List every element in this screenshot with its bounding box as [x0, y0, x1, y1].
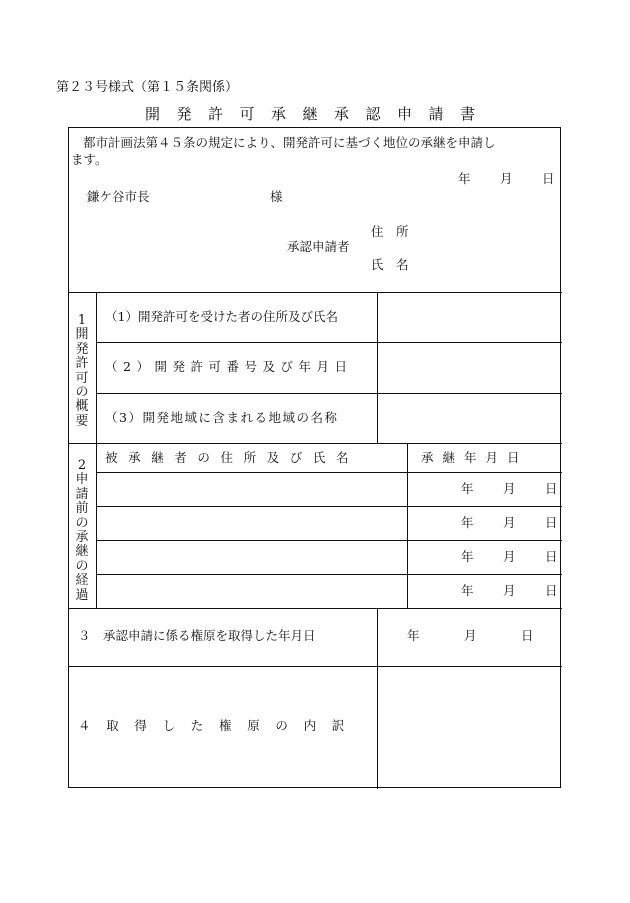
- s2-row1-day: 日: [545, 481, 558, 496]
- section1-label: 1開発許可の概要: [75, 313, 89, 429]
- s2-row3-year: 年: [461, 549, 474, 564]
- s1-row2-value[interactable]: [378, 343, 561, 393]
- section3-label: ３ 承認申請に係る権原を取得した年月日: [78, 628, 316, 643]
- form-title: 開発許可承継承認申請書: [145, 105, 492, 123]
- divider-section2: [69, 608, 562, 609]
- name-label: 氏 名: [371, 257, 409, 272]
- s4-value[interactable]: [378, 667, 561, 788]
- s2-row2-year: 年: [461, 515, 474, 530]
- date-year-label: 年: [458, 171, 471, 186]
- s2-row4-year: 年: [461, 583, 474, 598]
- statement-line-2: ます。: [71, 152, 108, 167]
- s2-row3-month: 月: [503, 549, 516, 564]
- s2-header-left: 被承継者の住所及び氏名: [105, 450, 360, 465]
- s2-row1-year: 年: [461, 481, 474, 496]
- s2-row3-day: 日: [545, 549, 558, 564]
- s2-header-right: 承継年月日: [421, 450, 529, 465]
- s3-year: 年: [407, 628, 420, 643]
- divider-s2-r2: [96, 540, 562, 541]
- s1-row3-value[interactable]: [378, 394, 561, 443]
- s2-row2-day: 日: [545, 515, 558, 530]
- s2-row1-month: 月: [503, 481, 516, 496]
- honorific: 様: [270, 189, 283, 204]
- section4-label: ４取得した権原の内訳: [78, 718, 361, 733]
- divider-s2-r1: [96, 506, 562, 507]
- divider-s2-r3: [96, 574, 562, 575]
- s3-month: 月: [464, 628, 477, 643]
- applicant-label: 承認申請者: [287, 239, 350, 254]
- divider-s2-date: [407, 443, 408, 608]
- s2-row4-month: 月: [503, 583, 516, 598]
- section2-label: 2申請前の承継の経過: [75, 458, 89, 603]
- date-day-label: 日: [542, 171, 555, 186]
- form-table: [68, 127, 561, 788]
- date-month-label: 月: [500, 171, 513, 186]
- s1-row2-label: （2）開発許可番号及び年月日: [105, 359, 353, 374]
- address-label: 住 所: [371, 224, 409, 239]
- s3-day: 日: [521, 628, 534, 643]
- divider-label-column: [96, 292, 97, 608]
- statement-line-1: 都市計画法第４５条の規定により、開発許可に基づく地位の承継を申請し: [83, 135, 496, 150]
- form-number: 第２３号様式（第１５条関係）: [56, 80, 239, 95]
- s1-row1-label: （1）開発許可を受けた者の住所及び氏名: [105, 309, 338, 324]
- divider-section1: [69, 443, 562, 444]
- divider-s2-header: [96, 472, 562, 473]
- s2-row2-month: 月: [503, 515, 516, 530]
- addressee: 鎌ケ谷市長: [87, 189, 150, 204]
- s1-row1-value[interactable]: [378, 293, 561, 342]
- s2-row4-day: 日: [545, 583, 558, 598]
- s1-row3-label: （3）開発地域に含まれる地域の名称: [105, 410, 339, 425]
